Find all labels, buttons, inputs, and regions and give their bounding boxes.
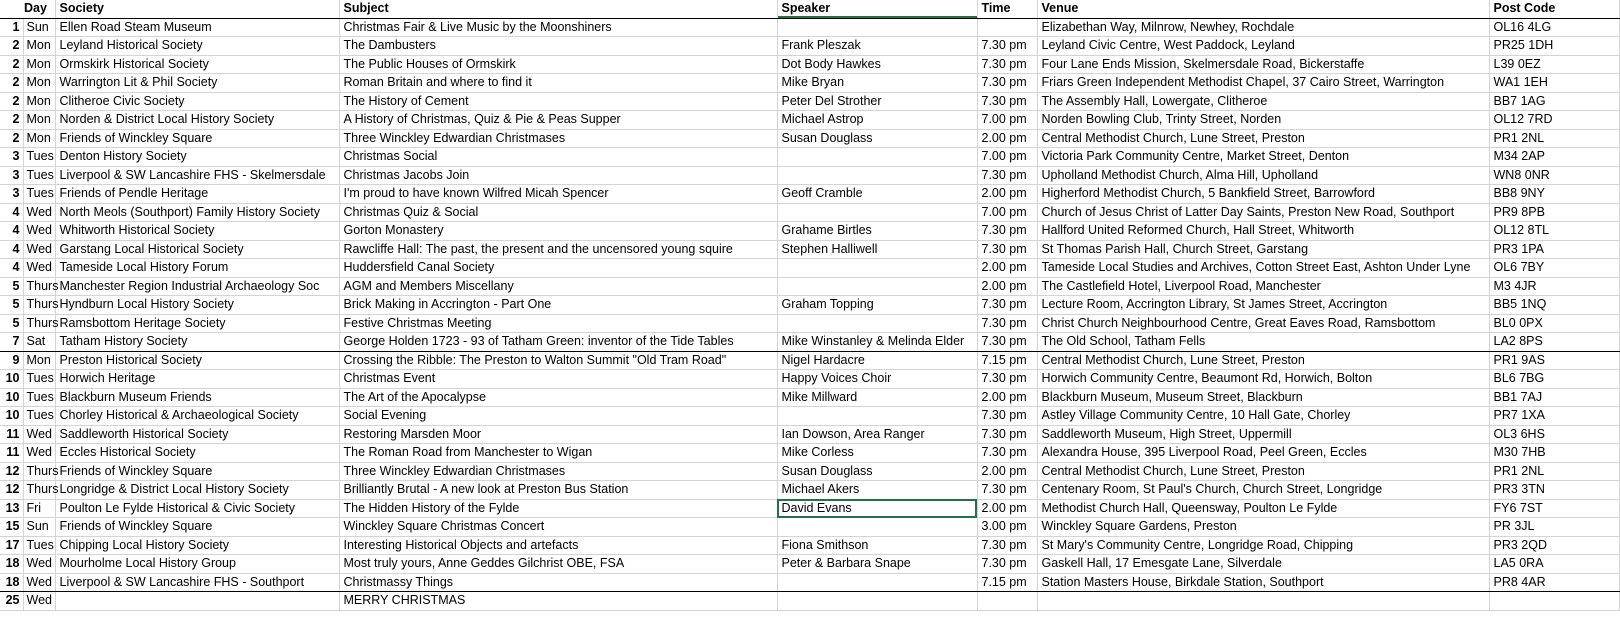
- cell-day-number[interactable]: 4: [0, 240, 23, 259]
- cell-post-code[interactable]: WA1 1EH: [1489, 74, 1619, 93]
- table-row: [0, 185, 1619, 204]
- cell-subject[interactable]: The Hidden History of the Fylde: [339, 499, 777, 518]
- cell-time[interactable]: 7.30 pm: [977, 92, 1037, 111]
- cell-weekday[interactable]: Sun: [23, 18, 55, 37]
- table-row: [0, 37, 1619, 56]
- cell-post-code[interactable]: BB1 7AJ: [1489, 388, 1619, 407]
- cell-subject[interactable]: Gorton Monastery: [339, 222, 777, 241]
- cell-day-number[interactable]: 11: [0, 444, 23, 463]
- cell-time[interactable]: 3.00 pm: [977, 518, 1037, 537]
- cell-speaker[interactable]: Susan Douglass: [777, 462, 977, 481]
- cell-weekday[interactable]: Wed: [23, 573, 55, 592]
- cell-day-number[interactable]: 2: [0, 74, 23, 93]
- cell-subject[interactable]: Christmas Event: [339, 370, 777, 389]
- cell-subject[interactable]: Christmas Fair & Live Music by the Moonshiners: [339, 18, 777, 37]
- cell-weekday[interactable]: Thurs: [23, 481, 55, 500]
- column-header-time[interactable]: Time: [977, 0, 1037, 18]
- cell-time[interactable]: 7.30 pm: [977, 55, 1037, 74]
- cell-venue[interactable]: Christ Church Neighbourhood Centre, Great Eaves Road, Ramsbottom: [1037, 314, 1489, 333]
- table-row: [0, 592, 1619, 611]
- cell-weekday[interactable]: Sun: [23, 518, 55, 537]
- cell-day-number[interactable]: 10: [0, 407, 23, 426]
- cell-venue[interactable]: Tameside Local Studies and Archives, Cotton Street East, Ashton Under Lyne: [1037, 259, 1489, 278]
- cell-post-code[interactable]: [1489, 592, 1619, 611]
- cell-weekday[interactable]: Thurs: [23, 296, 55, 315]
- table-row: [0, 148, 1619, 167]
- cell-venue[interactable]: Leyland Civic Centre, West Paddock, Leyland: [1037, 37, 1489, 56]
- cell-subject[interactable]: Festive Christmas Meeting: [339, 314, 777, 333]
- cell-post-code[interactable]: PR1 2NL: [1489, 462, 1619, 481]
- table-row: [0, 203, 1619, 222]
- cell-subject[interactable]: Social Evening: [339, 407, 777, 426]
- table-row: [0, 240, 1619, 259]
- cell-post-code[interactable]: PR9 8PB: [1489, 203, 1619, 222]
- cell-weekday[interactable]: Thurs: [23, 277, 55, 296]
- cell-subject[interactable]: Interesting Historical Objects and artefacts: [339, 536, 777, 555]
- cell-speaker[interactable]: Fiona Smithson: [777, 536, 977, 555]
- cell-speaker[interactable]: [777, 314, 977, 333]
- cell-time[interactable]: 7.30 pm: [977, 370, 1037, 389]
- cell-post-code[interactable]: OL16 4LG: [1489, 18, 1619, 37]
- cell-time[interactable]: 7.30 pm: [977, 314, 1037, 333]
- table-row: [0, 407, 1619, 426]
- cell-weekday[interactable]: Tues: [23, 388, 55, 407]
- column-header-post-code[interactable]: Post Code: [1489, 0, 1619, 18]
- cell-speaker[interactable]: Ian Dowson, Area Ranger: [777, 425, 977, 444]
- cell-day-number[interactable]: 18: [0, 573, 23, 592]
- cell-speaker[interactable]: [777, 18, 977, 37]
- cell-post-code[interactable]: OL3 6HS: [1489, 425, 1619, 444]
- cell-time[interactable]: 7.00 pm: [977, 203, 1037, 222]
- cell-time[interactable]: 7.30 pm: [977, 37, 1037, 56]
- table-row: [0, 370, 1619, 389]
- cell-speaker[interactable]: Geoff Cramble: [777, 185, 977, 204]
- cell-society[interactable]: Tatham History Society: [55, 333, 339, 352]
- cell-day-number[interactable]: 10: [0, 370, 23, 389]
- table-row: [0, 333, 1619, 352]
- cell-weekday[interactable]: Wed: [23, 203, 55, 222]
- cell-speaker[interactable]: Mike Corless: [777, 444, 977, 463]
- cell-time[interactable]: 7.30 pm: [977, 536, 1037, 555]
- cell-subject[interactable]: The History of Cement: [339, 92, 777, 111]
- header-row: [0, 0, 1619, 18]
- cell-venue[interactable]: Four Lane Ends Mission, Skelmersdale Road, Bickerstaffe: [1037, 55, 1489, 74]
- cell-post-code[interactable]: OL12 7RD: [1489, 111, 1619, 130]
- cell-weekday[interactable]: Thurs: [23, 314, 55, 333]
- cell-time[interactable]: 7.30 pm: [977, 333, 1037, 352]
- cell-subject[interactable]: The Public Houses of Ormskirk: [339, 55, 777, 74]
- cell-subject[interactable]: Christmassy Things: [339, 573, 777, 592]
- table-row: [0, 351, 1619, 370]
- cell-venue[interactable]: St Thomas Parish Hall, Church Street, Garstang: [1037, 240, 1489, 259]
- cell-weekday[interactable]: Tues: [23, 407, 55, 426]
- cell-weekday[interactable]: Mon: [23, 111, 55, 130]
- table-row: [0, 314, 1619, 333]
- cell-day-number[interactable]: 5: [0, 296, 23, 315]
- cell-time[interactable]: 7.30 pm: [977, 74, 1037, 93]
- cell-venue[interactable]: The Old School, Tatham Fells: [1037, 333, 1489, 352]
- cell-day-number[interactable]: 9: [0, 351, 23, 370]
- cell-subject[interactable]: The Art of the Apocalypse: [339, 388, 777, 407]
- cell-speaker[interactable]: [777, 166, 977, 185]
- cell-society[interactable]: Ormskirk Historical Society: [55, 55, 339, 74]
- cell-subject[interactable]: AGM and Members Miscellany: [339, 277, 777, 296]
- cell-subject[interactable]: Rawcliffe Hall: The past, the present and the uncensored young squire: [339, 240, 777, 259]
- cell-speaker[interactable]: Graham Topping: [777, 296, 977, 315]
- cell-venue[interactable]: Station Masters House, Birkdale Station, Southport: [1037, 573, 1489, 592]
- cell-weekday[interactable]: Tues: [23, 370, 55, 389]
- cell-society[interactable]: Tameside Local History Forum: [55, 259, 339, 278]
- cell-post-code[interactable]: BB7 1AG: [1489, 92, 1619, 111]
- table-row: [0, 499, 1619, 518]
- cell-society[interactable]: Liverpool & SW Lancashire FHS - Skelmersdale: [55, 166, 339, 185]
- table-row: [0, 444, 1619, 463]
- cell-post-code[interactable]: BL0 0PX: [1489, 314, 1619, 333]
- cell-post-code[interactable]: M3 4JR: [1489, 277, 1619, 296]
- cell-society[interactable]: Chorley Historical & Archaeological Society: [55, 407, 339, 426]
- cell-time[interactable]: 7.30 pm: [977, 425, 1037, 444]
- table-row: [0, 222, 1619, 241]
- cell-subject[interactable]: Brick Making in Accrington - Part One: [339, 296, 777, 315]
- cell-venue[interactable]: Horwich Community Centre, Beaumont Rd, Horwich, Bolton: [1037, 370, 1489, 389]
- cell-day-number[interactable]: 5: [0, 314, 23, 333]
- cell-day-number[interactable]: 2: [0, 111, 23, 130]
- cell-society[interactable]: Ramsbottom Heritage Society: [55, 314, 339, 333]
- cell-speaker[interactable]: [777, 277, 977, 296]
- cell-venue[interactable]: Blackburn Museum, Museum Street, Blackburn: [1037, 388, 1489, 407]
- cell-day-number[interactable]: 17: [0, 536, 23, 555]
- column-header-venue[interactable]: Venue: [1037, 0, 1489, 18]
- cell-society[interactable]: Saddleworth Historical Society: [55, 425, 339, 444]
- table-row: [0, 388, 1619, 407]
- cell-society[interactable]: North Meols (Southport) Family History Society: [55, 203, 339, 222]
- cell-society[interactable]: Whitworth Historical Society: [55, 222, 339, 241]
- cell-subject[interactable]: A History of Christmas, Quiz & Pie & Peas Supper: [339, 111, 777, 130]
- cell-speaker[interactable]: Frank Pleszak: [777, 37, 977, 56]
- cell-speaker[interactable]: Peter Del Strother: [777, 92, 977, 111]
- cell-post-code[interactable]: PR1 9AS: [1489, 351, 1619, 370]
- cell-subject[interactable]: Christmas Social: [339, 148, 777, 167]
- cell-venue[interactable]: Elizabethan Way, Milnrow, Newhey, Rochdale: [1037, 18, 1489, 37]
- table-row: [0, 573, 1619, 592]
- cell-day-number[interactable]: 2: [0, 37, 23, 56]
- cell-venue[interactable]: Friars Green Independent Methodist Chapel, 37 Cairo Street, Warrington: [1037, 74, 1489, 93]
- table-row: [0, 462, 1619, 481]
- cell-day-number[interactable]: 2: [0, 55, 23, 74]
- cell-day-number[interactable]: 2: [0, 92, 23, 111]
- cell-post-code[interactable]: M34 2AP: [1489, 148, 1619, 167]
- cell-subject[interactable]: I'm proud to have known Wilfred Micah Spencer: [339, 185, 777, 204]
- cell-subject[interactable]: The Roman Road from Manchester to Wigan: [339, 444, 777, 463]
- cell-time[interactable]: 7.30 pm: [977, 481, 1037, 500]
- table-row: [0, 259, 1619, 278]
- cell-day-number[interactable]: 4: [0, 203, 23, 222]
- table-row: [0, 55, 1619, 74]
- cell-weekday[interactable]: Wed: [23, 425, 55, 444]
- cell-weekday[interactable]: Wed: [23, 555, 55, 574]
- cell-venue[interactable]: Higherford Methodist Church, 5 Bankfield Street, Barrowford: [1037, 185, 1489, 204]
- cell-weekday[interactable]: Mon: [23, 92, 55, 111]
- cell-day-number[interactable]: 5: [0, 277, 23, 296]
- cell-day-number[interactable]: 12: [0, 481, 23, 500]
- cell-post-code[interactable]: PR8 4AR: [1489, 573, 1619, 592]
- cell-weekday[interactable]: Mon: [23, 129, 55, 148]
- cell-society[interactable]: Poulton Le Fylde Historical & Civic Society: [55, 499, 339, 518]
- cell-venue[interactable]: Alexandra House, 395 Liverpool Road, Peel Green, Eccles: [1037, 444, 1489, 463]
- cell-society[interactable]: Warrington Lit & Phil Society: [55, 74, 339, 93]
- table-row: [0, 277, 1619, 296]
- cell-post-code[interactable]: BL6 7BG: [1489, 370, 1619, 389]
- cell-subject[interactable]: Brilliantly Brutal - A new look at Preston Bus Station: [339, 481, 777, 500]
- cell-subject[interactable]: Restoring Marsden Moor: [339, 425, 777, 444]
- column-header-society[interactable]: Society: [55, 0, 339, 18]
- cell-weekday[interactable]: Mon: [23, 351, 55, 370]
- cell-society[interactable]: Hyndburn Local History Society: [55, 296, 339, 315]
- cell-venue[interactable]: Lecture Room, Accrington Library, St James Street, Accrington: [1037, 296, 1489, 315]
- cell-day-number[interactable]: 18: [0, 555, 23, 574]
- cell-time[interactable]: 7.30 pm: [977, 296, 1037, 315]
- cell-venue[interactable]: Norden Bowling Club, Trinty Street, Norden: [1037, 111, 1489, 130]
- cell-society[interactable]: Preston Historical Society: [55, 351, 339, 370]
- cell-day-number[interactable]: 13: [0, 499, 23, 518]
- cell-venue[interactable]: Gaskell Hall, 17 Emesgate Lane, Silverdale: [1037, 555, 1489, 574]
- cell-time[interactable]: 2.00 pm: [977, 185, 1037, 204]
- cell-post-code[interactable]: PR3 1PA: [1489, 240, 1619, 259]
- cell-society[interactable]: Garstang Local Historical Society: [55, 240, 339, 259]
- cell-time[interactable]: 7.15 pm: [977, 573, 1037, 592]
- cell-post-code[interactable]: PR 3JL: [1489, 518, 1619, 537]
- cell-weekday[interactable]: Sat: [23, 333, 55, 352]
- cell-venue[interactable]: Centenary Room, St Paul's Church, Church Street, Longridge: [1037, 481, 1489, 500]
- cell-speaker[interactable]: Grahame Birtles: [777, 222, 977, 241]
- cell-post-code[interactable]: PR25 1DH: [1489, 37, 1619, 56]
- cell-subject[interactable]: Three Winckley Edwardian Christmases: [339, 129, 777, 148]
- cell-post-code[interactable]: OL12 8TL: [1489, 222, 1619, 241]
- cell-venue[interactable]: Hallford United Reformed Church, Hall Street, Whitworth: [1037, 222, 1489, 241]
- cell-speaker[interactable]: David Evans: [777, 499, 977, 518]
- cell-post-code[interactable]: OL6 7BY: [1489, 259, 1619, 278]
- cell-time[interactable]: [977, 18, 1037, 37]
- table-row: [0, 481, 1619, 500]
- cell-subject[interactable]: Christmas Jacobs Join: [339, 166, 777, 185]
- cell-day-number[interactable]: 4: [0, 222, 23, 241]
- table-row: [0, 518, 1619, 537]
- cell-weekday[interactable]: Tues: [23, 148, 55, 167]
- cell-subject[interactable]: Roman Britain and where to find it: [339, 74, 777, 93]
- cell-time[interactable]: 2.00 pm: [977, 388, 1037, 407]
- cell-weekday[interactable]: Fri: [23, 499, 55, 518]
- cell-society[interactable]: Mourholme Local History Group: [55, 555, 339, 574]
- cell-subject[interactable]: Crossing the Ribble: The Preston to Walton Summit "Old Tram Road": [339, 351, 777, 370]
- cell-day-number[interactable]: 15: [0, 518, 23, 537]
- cell-post-code[interactable]: PR7 1XA: [1489, 407, 1619, 426]
- cell-venue[interactable]: Church of Jesus Christ of Latter Day Saints, Preston New Road, Southport: [1037, 203, 1489, 222]
- cell-time[interactable]: 7.00 pm: [977, 148, 1037, 167]
- cell-time[interactable]: 2.00 pm: [977, 462, 1037, 481]
- cell-weekday[interactable]: Mon: [23, 55, 55, 74]
- cell-venue[interactable]: Central Methodist Church, Lune Street, Preston: [1037, 351, 1489, 370]
- cell-subject[interactable]: Most truly yours, Anne Geddes Gilchrist OBE, FSA: [339, 555, 777, 574]
- column-header-day[interactable]: Day: [0, 0, 55, 18]
- cell-society[interactable]: Denton History Society: [55, 148, 339, 167]
- cell-society[interactable]: Horwich Heritage: [55, 370, 339, 389]
- cell-society[interactable]: Norden & District Local History Society: [55, 111, 339, 130]
- cell-day-number[interactable]: 1: [0, 18, 23, 37]
- cell-post-code[interactable]: PR3 3TN: [1489, 481, 1619, 500]
- cell-speaker[interactable]: Mike Bryan: [777, 74, 977, 93]
- cell-society[interactable]: Manchester Region Industrial Archaeology Soc: [55, 277, 339, 296]
- cell-weekday[interactable]: Thurs: [23, 462, 55, 481]
- cell-venue[interactable]: St Mary's Community Centre, Longridge Road, Chipping: [1037, 536, 1489, 555]
- table-row: [0, 18, 1619, 37]
- cell-speaker[interactable]: [777, 259, 977, 278]
- cell-day-number[interactable]: 10: [0, 388, 23, 407]
- cell-society[interactable]: Friends of Winckley Square: [55, 518, 339, 537]
- cell-time[interactable]: 7.00 pm: [977, 111, 1037, 130]
- cell-day-number[interactable]: 11: [0, 425, 23, 444]
- cell-society[interactable]: Blackburn Museum Friends: [55, 388, 339, 407]
- cell-post-code[interactable]: PR3 2QD: [1489, 536, 1619, 555]
- cell-venue[interactable]: Central Methodist Church, Lune Street, Preston: [1037, 129, 1489, 148]
- cell-time[interactable]: 7.30 pm: [977, 240, 1037, 259]
- cell-society[interactable]: Friends of Pendle Heritage: [55, 185, 339, 204]
- cell-society[interactable]: Eccles Historical Society: [55, 444, 339, 463]
- cell-speaker[interactable]: Dot Body Hawkes: [777, 55, 977, 74]
- column-header-speaker[interactable]: Speaker: [777, 0, 977, 18]
- cell-weekday[interactable]: Tues: [23, 185, 55, 204]
- cell-post-code[interactable]: M30 7HB: [1489, 444, 1619, 463]
- cell-speaker[interactable]: Mike Winstanley & Melinda Elder: [777, 333, 977, 352]
- cell-post-code[interactable]: LA2 8PS: [1489, 333, 1619, 352]
- cell-society[interactable]: [55, 592, 339, 611]
- cell-speaker[interactable]: Susan Douglass: [777, 129, 977, 148]
- cell-subject[interactable]: MERRY CHRISTMAS: [339, 592, 777, 611]
- cell-venue[interactable]: Winckley Square Gardens, Preston: [1037, 518, 1489, 537]
- cell-time[interactable]: 7.30 pm: [977, 444, 1037, 463]
- table-row: [0, 296, 1619, 315]
- cell-venue[interactable]: Astley Village Community Centre, 10 Hall Gate, Chorley: [1037, 407, 1489, 426]
- cell-weekday[interactable]: Tues: [23, 166, 55, 185]
- cell-weekday[interactable]: Mon: [23, 74, 55, 93]
- cell-venue[interactable]: Methodist Church Hall, Queensway, Poulton Le Fylde: [1037, 499, 1489, 518]
- cell-society[interactable]: Friends of Winckley Square: [55, 129, 339, 148]
- cell-weekday[interactable]: Wed: [23, 222, 55, 241]
- cell-post-code[interactable]: WN8 0NR: [1489, 166, 1619, 185]
- cell-weekday[interactable]: Wed: [23, 259, 55, 278]
- cell-venue[interactable]: [1037, 592, 1489, 611]
- cell-venue[interactable]: Victoria Park Community Centre, Market Street, Denton: [1037, 148, 1489, 167]
- cell-subject[interactable]: Three Winckley Edwardian Christmases: [339, 462, 777, 481]
- cell-time[interactable]: 7.30 pm: [977, 222, 1037, 241]
- cell-speaker[interactable]: [777, 203, 977, 222]
- cell-subject[interactable]: The Dambusters: [339, 37, 777, 56]
- cell-society[interactable]: Leyland Historical Society: [55, 37, 339, 56]
- cell-speaker[interactable]: Happy Voices Choir: [777, 370, 977, 389]
- cell-speaker[interactable]: Stephen Halliwell: [777, 240, 977, 259]
- cell-venue[interactable]: Upholland Methodist Church, Alma Hill, Upholland: [1037, 166, 1489, 185]
- table-row: [0, 74, 1619, 93]
- cell-day-number[interactable]: 3: [0, 185, 23, 204]
- cell-society[interactable]: Longridge & District Local History Society: [55, 481, 339, 500]
- cell-subject[interactable]: Huddersfield Canal Society: [339, 259, 777, 278]
- table-row: [0, 92, 1619, 111]
- cell-post-code[interactable]: BB5 1NQ: [1489, 296, 1619, 315]
- cell-society[interactable]: Clitheroe Civic Society: [55, 92, 339, 111]
- cell-day-number[interactable]: 25: [0, 592, 23, 611]
- cell-day-number[interactable]: 7: [0, 333, 23, 352]
- cell-weekday[interactable]: Mon: [23, 37, 55, 56]
- cell-time[interactable]: 2.00 pm: [977, 277, 1037, 296]
- cell-time[interactable]: 2.00 pm: [977, 259, 1037, 278]
- table-row: [0, 536, 1619, 555]
- cell-day-number[interactable]: 4: [0, 259, 23, 278]
- cell-time[interactable]: 2.00 pm: [977, 129, 1037, 148]
- cell-society[interactable]: Liverpool & SW Lancashire FHS - Southport: [55, 573, 339, 592]
- cell-day-number[interactable]: 3: [0, 148, 23, 167]
- cell-post-code[interactable]: LA5 0RA: [1489, 555, 1619, 574]
- cell-venue[interactable]: Central Methodist Church, Lune Street, Preston: [1037, 462, 1489, 481]
- cell-time[interactable]: 7.30 pm: [977, 407, 1037, 426]
- table-row: [0, 166, 1619, 185]
- cell-venue[interactable]: Saddleworth Museum, High Street, Uppermill: [1037, 425, 1489, 444]
- cell-post-code[interactable]: FY6 7ST: [1489, 499, 1619, 518]
- cell-venue[interactable]: The Castlefield Hotel, Liverpool Road, Manchester: [1037, 277, 1489, 296]
- table-row: [0, 129, 1619, 148]
- cell-speaker[interactable]: [777, 592, 977, 611]
- cell-day-number[interactable]: 2: [0, 129, 23, 148]
- cell-weekday[interactable]: Wed: [23, 444, 55, 463]
- cell-speaker[interactable]: [777, 518, 977, 537]
- cell-weekday[interactable]: Wed: [23, 240, 55, 259]
- cell-speaker[interactable]: Michael Akers: [777, 481, 977, 500]
- cell-post-code[interactable]: PR1 2NL: [1489, 129, 1619, 148]
- cell-society[interactable]: Ellen Road Steam Museum: [55, 18, 339, 37]
- cell-day-number[interactable]: 3: [0, 166, 23, 185]
- cell-time[interactable]: 7.30 pm: [977, 166, 1037, 185]
- cell-speaker[interactable]: Michael Astrop: [777, 111, 977, 130]
- cell-speaker[interactable]: Peter & Barbara Snape: [777, 555, 977, 574]
- cell-speaker[interactable]: [777, 148, 977, 167]
- cell-society[interactable]: Chipping Local History Society: [55, 536, 339, 555]
- cell-post-code[interactable]: BB8 9NY: [1489, 185, 1619, 204]
- cell-day-number[interactable]: 12: [0, 462, 23, 481]
- cell-time[interactable]: 7.30 pm: [977, 555, 1037, 574]
- cell-subject[interactable]: George Holden 1723 - 93 of Tatham Green: inventor of the Tide Tables: [339, 333, 777, 352]
- cell-society[interactable]: Friends of Winckley Square: [55, 462, 339, 481]
- cell-subject[interactable]: Christmas Quiz & Social: [339, 203, 777, 222]
- cell-subject[interactable]: Winckley Square Christmas Concert: [339, 518, 777, 537]
- cell-time[interactable]: 7.15 pm: [977, 351, 1037, 370]
- cell-post-code[interactable]: L39 0EZ: [1489, 55, 1619, 74]
- cell-speaker[interactable]: [777, 573, 977, 592]
- cell-speaker[interactable]: Mike Millward: [777, 388, 977, 407]
- cell-time[interactable]: 2.00 pm: [977, 499, 1037, 518]
- cell-speaker[interactable]: Nigel Hardacre: [777, 351, 977, 370]
- table-row: [0, 555, 1619, 574]
- table-row: [0, 425, 1619, 444]
- cell-speaker[interactable]: [777, 407, 977, 426]
- table-row: [0, 111, 1619, 130]
- cell-weekday[interactable]: Wed: [23, 592, 55, 611]
- cell-time[interactable]: [977, 592, 1037, 611]
- cell-weekday[interactable]: Tues: [23, 536, 55, 555]
- cell-venue[interactable]: The Assembly Hall, Lowergate, Clitheroe: [1037, 92, 1489, 111]
- column-header-subject[interactable]: Subject: [339, 0, 777, 18]
